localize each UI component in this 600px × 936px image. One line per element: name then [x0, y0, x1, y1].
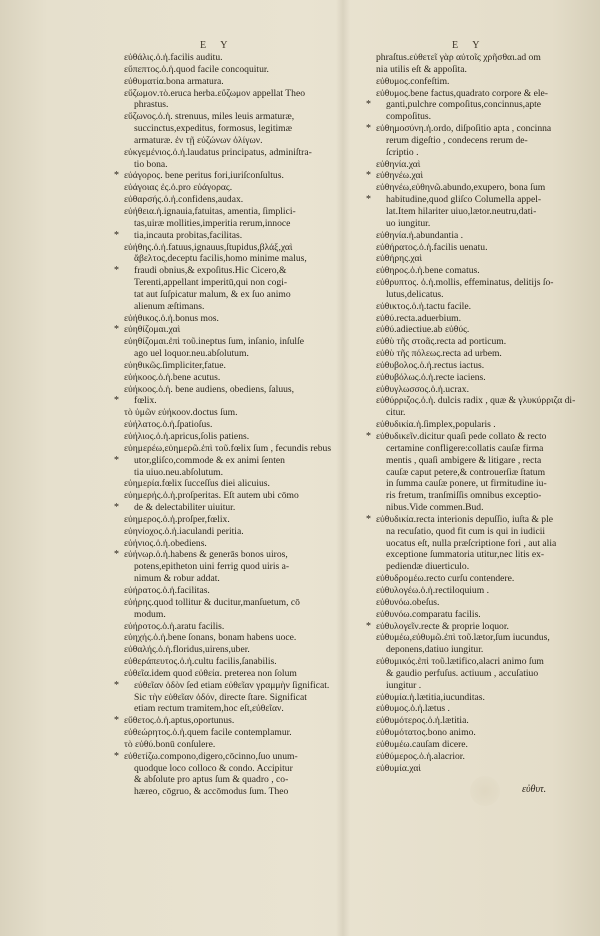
entry-text: εὐθύρριζος.ὁ.ἡ. dulcis radix , quæ & γλυκύρριζα di-: [376, 395, 576, 407]
entry-text: succinctus,expeditus, formosus, legitimæ: [134, 123, 293, 135]
dictionary-line: [124, 372, 339, 384]
entry-text: εὐθυγλωσσος.ὁ.ἡ.ucrax.: [376, 383, 469, 395]
entry-text: tas,uiræ mollities,imperitia rerum,innoce: [134, 217, 291, 229]
dictionary-line: [124, 431, 339, 443]
dictionary-line: [124, 597, 339, 609]
entry-text: εὐκγεμένιος.ὁ.ἡ.laudatus principatus, adminiſtra-: [124, 146, 312, 158]
dictionary-line: [376, 313, 586, 325]
entry-text: εὐήλιος.ὁ.ἡ.apricus,ſolis patiens.: [124, 431, 250, 442]
dictionary-line: [114, 454, 339, 467]
dictionary-line: [376, 230, 586, 242]
entry-text: εὐθὺ τῆς στοᾶς.recta ad porticum.: [376, 336, 507, 348]
entry-text: εὐθυδικία.ἡ.ſimplex,popularis .: [376, 419, 496, 431]
entry-text: εὔζωμον.τὸ.eruca herba.εὔζωμον appellat Theo: [124, 87, 306, 99]
entry-text: εὐθημοσύνη.ἡ.ordo, diſpoſitio apta , concinna: [376, 123, 552, 135]
entry-text: in ſumma cauſæ ponere, ut firmitudine iu-: [386, 478, 547, 490]
dictionary-line: [376, 478, 586, 490]
dictionary-line: [124, 514, 339, 526]
margin-asterisk: *: [114, 395, 119, 407]
dictionary-line: [124, 692, 339, 704]
entry-text: εὐθικτος.ὁ.ἡ.tactu facile.: [376, 300, 471, 312]
entry-text: Sic τὴν εὐθεῖαν ὁδόν, directe ſtare. Significat: [134, 691, 307, 703]
dictionary-line: [366, 170, 586, 182]
dictionary-line: [376, 668, 586, 680]
entry-text: εὐηθίζομαι.ἐπὶ τοῦ.ineptus ſum, inſanio, inſulſe: [124, 336, 304, 348]
entry-text: εὐημερέω,εὐημερῶ.ἐπὶ τοῦ.fœlix ſum , fecundis rebus: [124, 442, 332, 454]
entry-text: εὐημερής.ὁ.ἡ.proſperitas. Eſt autem ubi cōmo: [124, 490, 299, 502]
dictionary-line: [124, 419, 339, 431]
entry-text: εὐηθικῶς.ſimpliciter,fatue.: [124, 359, 226, 371]
entry-text: modum.: [134, 608, 166, 620]
entry-text: na recuſatio, quod fit cum is qui in iudicii: [386, 525, 546, 537]
entry-text: τὸ ὑμῶν εὐήκοον.doctus ſum.: [124, 407, 238, 419]
entry-text: ſcriptio .: [386, 146, 419, 158]
dictionary-line: [376, 549, 586, 561]
dictionary-line: [376, 585, 586, 597]
entry-text: εὐθυβόλως.ὁ.ἡ.recte iaciens.: [376, 371, 486, 383]
entry-text: εὐθύ.adiectiue.ab εὐθύς.: [376, 324, 470, 336]
dictionary-line: [124, 763, 339, 775]
dictionary-line: [124, 242, 339, 254]
margin-asterisk: *: [114, 502, 119, 514]
dictionary-line: [376, 348, 586, 360]
dictionary-line: [376, 384, 586, 396]
entry-text: potens,epitheton uini ferrig quod uiris a-: [134, 561, 290, 573]
margin-asterisk: *: [114, 715, 119, 727]
dictionary-line: [114, 170, 339, 182]
margin-asterisk: *: [114, 265, 119, 277]
dictionary-line: [376, 490, 586, 502]
dictionary-line: [376, 372, 586, 384]
margin-asterisk: *: [114, 229, 119, 241]
entry-text: εὐημερος.ὁ.ἡ.proſper,fœlix.: [124, 513, 230, 525]
entry-text: εὐθυμία.ἡ.lætitia,iucunditas.: [376, 691, 485, 703]
entry-text: tia,incauta probitas,facilitas.: [134, 229, 243, 241]
left-column: [114, 52, 339, 798]
margin-asterisk: *: [114, 679, 119, 691]
dictionary-line: [124, 668, 339, 680]
margin-asterisk: *: [366, 620, 371, 632]
dictionary-line: [124, 194, 339, 206]
margin-asterisk: *: [114, 170, 119, 182]
dictionary-line: [114, 750, 339, 763]
entry-text: εὔπεπτος.ὁ.ἡ.quod facile concoquitur.: [124, 63, 269, 75]
entry-text: εὐθρυπτος. ὁ.ἡ.mollis, effeminatus, delitijs ſo-: [376, 277, 554, 289]
entry-text: de & delectabiliter uiuitur.: [134, 502, 236, 514]
dictionary-line: [376, 52, 586, 64]
entry-text: armaturæ. ἐν τῇ εὐζώνων ὀλίγων.: [134, 134, 263, 146]
dictionary-line: [376, 561, 586, 573]
dictionary-line: [124, 182, 339, 194]
entry-text: tio bona.: [134, 158, 168, 170]
margin-asterisk: *: [366, 194, 371, 206]
dictionary-line: [376, 111, 586, 123]
margin-asterisk: *: [366, 431, 371, 442]
dictionary-line: [376, 680, 586, 692]
entry-text: εὐάγορος. bene peritus fori,iuriſconſultus.: [124, 170, 284, 182]
dictionary-line: [114, 502, 339, 514]
dictionary-line: [124, 159, 339, 171]
entry-text: εὐθεώρητος.ὁ.ἡ.quem facile contemplamur.: [124, 727, 292, 739]
entry-text: εὐθάλις.ὁ.ἡ.facilis auditu.: [124, 52, 223, 63]
dictionary-line: [376, 289, 586, 301]
entry-text: εὐθυδικία.recta interionis depuſſio, iuſta & ple: [376, 513, 554, 525]
entry-text: tia uiuo.neu.abſolutum.: [134, 466, 223, 478]
dictionary-line: [376, 632, 586, 644]
entry-text: εὐθήρατος.ὁ.ἡ.facilis uenatu.: [376, 241, 488, 253]
dictionary-line: [124, 490, 339, 502]
dictionary-line: [376, 656, 586, 668]
entry-text: εὐθυνόω.obeſus.: [376, 596, 440, 608]
dictionary-line: [124, 111, 339, 123]
entry-text: εὐθυλογεῖν.recte & proprie loquor.: [376, 620, 509, 632]
entry-text: εὐθυμέω.cauſam dicere.: [376, 738, 468, 750]
dictionary-line: [376, 301, 586, 313]
entry-text: εὐηνίοχος.ὁ.ἡ.iaculandi peritia.: [124, 525, 244, 537]
entry-text: εὔθετος.ὁ.ἡ.aptus,oportunus.: [124, 715, 235, 727]
dictionary-line: [124, 52, 339, 64]
dictionary-line: [376, 324, 586, 336]
dictionary-line: [366, 513, 586, 526]
entry-text: εὐήλατος.ὁ.ἡ.ſpatioſus.: [124, 419, 213, 431]
entry-text: fœlix.: [134, 395, 157, 407]
entry-text: pediendæ diuerticulo.: [386, 561, 470, 573]
dictionary-line: [376, 242, 586, 254]
dictionary-line: [124, 135, 339, 147]
dictionary-line: [124, 76, 339, 88]
dictionary-line: [114, 549, 339, 561]
dictionary-line: [376, 360, 586, 372]
dictionary-line: [124, 526, 339, 538]
dictionary-line: [376, 526, 586, 538]
dictionary-line: [376, 182, 586, 194]
entry-text: & gaudio perfuſus. actiuum , accuſatiuo: [386, 667, 539, 679]
dictionary-line: [366, 99, 586, 111]
entry-text: phrastus.: [134, 99, 169, 111]
dictionary-line: [124, 443, 339, 455]
dictionary-line: [376, 159, 586, 171]
entry-text: εὔζωνος.ὁ.ἡ. strenuus, miles leuis armaturæ,: [124, 111, 295, 123]
dictionary-line: [124, 289, 339, 301]
running-head-left: E Y: [200, 40, 234, 51]
dictionary-line: [114, 679, 339, 692]
entry-text: nia utilis eſt & appoſita.: [376, 63, 467, 75]
entry-text: ris fretum, tranſmiſſis omnibus exceptio-: [386, 490, 542, 502]
entry-text: ganti,pulchre compoſitus,concinnus,apte: [386, 99, 542, 111]
dictionary-line: [124, 64, 339, 76]
dictionary-line: [124, 348, 339, 360]
right-column: [366, 52, 586, 774]
entry-text: εὐθυμία.χαὶ: [376, 762, 421, 774]
entry-text: εὐθαλής.ὁ.ἡ.floridus,uirens,uber.: [124, 644, 250, 656]
entry-text: εὐθεῖαν ὁδὸν ſed etiam εὐθεῖαν γραμμὴν ſignificat.: [134, 679, 330, 691]
dictionary-line: [376, 64, 586, 76]
dictionary-line: [124, 407, 339, 419]
entry-text: εὐθηνία.ἡ.abundantia .: [376, 229, 464, 241]
dictionary-line: [124, 644, 339, 656]
dictionary-line: [376, 265, 586, 277]
dictionary-line: [376, 443, 586, 455]
dictionary-line: [124, 467, 339, 479]
dictionary-line: [124, 703, 339, 715]
dictionary-line: [376, 419, 586, 431]
dictionary-line: [114, 324, 339, 336]
entry-text: ago uel loquor.neu.abſolutum.: [134, 348, 249, 360]
dictionary-line: [124, 253, 339, 265]
entry-text: εὐθυμος.ὁ.ἡ.lætus .: [376, 703, 450, 715]
entry-text: εὐθυμέω,εὐθυμῶ.ἐπὶ τοῦ.lætor,ſum iucundus,: [376, 632, 550, 644]
entry-text: εὐθηνέω.χαὶ: [376, 170, 424, 182]
entry-text: certamine confligere:collatis cauſæ firma: [386, 442, 544, 454]
dictionary-line: [376, 395, 586, 407]
dictionary-line: [376, 502, 586, 514]
dictionary-line: [124, 609, 339, 621]
entry-text: deponens,datiuo iungitur.: [386, 644, 484, 656]
dictionary-line: [114, 229, 339, 242]
dictionary-line: [124, 561, 339, 573]
entry-text: εὐημερία.fœlix ſucceſſus diei alicuius.: [124, 478, 270, 490]
entry-text: habitudine,quod gliſco Columella appel-: [386, 194, 542, 206]
entry-text: εὐήροτος.ὁ.ἡ.aratu facilis.: [124, 620, 225, 632]
dictionary-line: [376, 692, 586, 704]
entry-text: εὐθὺ τῆς πόλεως.recta ad urbem.: [376, 348, 502, 360]
entry-text: uocatus eſt, nulla præſcriptione fori , aut alia: [386, 537, 557, 549]
dictionary-line: [376, 218, 586, 230]
dictionary-line: [366, 620, 586, 633]
entry-text: εὐθύμερος.ὁ.ἡ.alacrior.: [376, 750, 465, 762]
dictionary-line: [376, 573, 586, 585]
dictionary-line: [114, 395, 339, 407]
dictionary-line: [376, 727, 586, 739]
margin-asterisk: *: [366, 99, 371, 111]
dictionary-line: [124, 277, 339, 289]
entry-text: utor,gliſco,commode & ex animi ſenten: [134, 454, 285, 466]
entry-text: εὐθεῖα.idem quod εὐθεία. preterea non ſolum: [124, 667, 297, 679]
dictionary-line: [124, 739, 339, 751]
entry-text: εὐθεράπευτος.ὁ.ἡ.cultu facilis,ſanabilis.: [124, 656, 277, 668]
entry-text: εὐήρης.quod tollitur & ducitur,manſuetum, cō: [124, 596, 300, 608]
dictionary-line: [376, 135, 586, 147]
entry-text: εὐήκοος.ὁ.ἡ. bene audiens, obediens, ſaluus,: [124, 383, 295, 395]
entry-text: εὐθηρος.ὁ.ἡ.bene comatus.: [376, 265, 480, 277]
entry-text: εὐθετίζω.compono,digero,cōcinno,ſuo unum-: [124, 750, 298, 762]
entry-text: εὐηχής.ὁ.ἡ.bene ſonans, bonam habens uoce.: [124, 632, 297, 644]
entry-text: εὐθυμότατος.bono animo.: [376, 727, 476, 739]
entry-text: εὐάγοιας ἐς.ὁ.pro εὐάγορας.: [124, 182, 233, 194]
entry-text: εὐθαρσής.ὁ.ἡ.confidens,audax.: [124, 194, 244, 206]
dictionary-line: [124, 384, 339, 396]
dictionary-line: [124, 301, 339, 313]
entry-text: εὐηθίζομαι.χαὶ: [124, 324, 181, 336]
dictionary-line: [376, 88, 586, 100]
dictionary-line: [124, 360, 339, 372]
dictionary-line: [376, 538, 586, 550]
entry-text: εὐθήρης.χαὶ: [376, 253, 423, 265]
entry-text: iungitur .: [386, 679, 422, 691]
entry-text: etiam rectum tramitem,hoc eſt,εὐθεῖαν.: [134, 703, 284, 715]
entry-text: εὐθύ.recta.aduerbium.: [376, 312, 461, 324]
dictionary-line: [366, 123, 586, 135]
dictionary-line: [376, 147, 586, 159]
entry-text: τὸ εὐθύ.bonū conſulere.: [124, 738, 216, 750]
dictionary-line: [376, 253, 586, 265]
dictionary-line: [376, 467, 586, 479]
entry-text: uo iungitur.: [386, 217, 431, 229]
dictionary-line: [124, 656, 339, 668]
entry-text: εὐήθης.ὁ.ἡ.fatuus,ignauus,ſtupidus,βλάξ,χαὶ: [124, 241, 293, 253]
dictionary-line: [124, 727, 339, 739]
margin-asterisk: *: [114, 324, 119, 336]
entry-text: εὐθυλογέω.ὁ.ἡ.rectiloquium .: [376, 584, 489, 596]
dictionary-line: [124, 621, 339, 633]
margin-asterisk: *: [366, 513, 371, 525]
entry-text: εὐήρατος.ὁ.ἡ.facilitas.: [124, 584, 210, 596]
paper-stain: [470, 776, 500, 806]
entry-text: citur.: [386, 407, 406, 419]
dictionary-line: [124, 478, 339, 490]
dictionary-line: [376, 715, 586, 727]
dictionary-line: [124, 774, 339, 786]
entry-text: alienum æſtimans.: [134, 300, 205, 312]
entry-text: cauſæ caput petere,& controuerſiæ ſtatum: [386, 466, 546, 478]
entry-text: nibus.Vide commen.Bud.: [386, 502, 484, 514]
dictionary-line: [124, 88, 339, 100]
dictionary-line: [376, 206, 586, 218]
margin-asterisk: *: [114, 549, 119, 561]
dictionary-line: [376, 609, 586, 621]
entry-text: εὐήθικος.ὁ.ἡ.bonus mos.: [124, 312, 219, 324]
entry-text: εὐθυβολος.ὁ.ἡ.rectus iactus.: [376, 359, 485, 371]
dictionary-line: [376, 407, 586, 419]
entry-text: εὐήνιος.ὁ.ἡ.obediens.: [124, 537, 207, 549]
entry-text: εὐθυματία.bona armatura.: [124, 75, 224, 87]
entry-text: & abſolute pro aptus ſum & quadro , co-: [134, 774, 289, 786]
entry-text: nimum & robur addat.: [134, 573, 220, 585]
dictionary-line: [124, 573, 339, 585]
entry-text: εὐθυδρομέω.recto curſu contendere.: [376, 573, 515, 585]
dictionary-line: [376, 277, 586, 289]
entry-text: tat aut ſuſpicatur malum, & ex ſuo animo: [134, 288, 291, 300]
entry-text: εὐθυμικός.ἐπὶ τοῦ.lætifico,alacri animo ſum: [376, 656, 544, 668]
dictionary-line: [376, 644, 586, 656]
dictionary-line: [114, 265, 339, 277]
dictionary-line: [124, 585, 339, 597]
entry-text: quodque loco colloco & condo. Accipitur: [134, 762, 293, 774]
dictionary-line: [376, 455, 586, 467]
entry-text: Terenti,appellant imperitū,qui non cogi-: [134, 277, 288, 289]
entry-text: rerum digeſtio , condecens rerum de-: [386, 134, 528, 146]
dictionary-line: [124, 123, 339, 135]
entry-text: phraſtus.εὐθετεῖ γὰρ αὐτοῖς χρῆσθαι.ad om: [376, 52, 541, 63]
dictionary-line: [376, 336, 586, 348]
entry-text: εὐθυνόω.comparatu facilis.: [376, 608, 481, 620]
dictionary-line: [124, 99, 339, 111]
entry-text: ἄβελτος,deceptu facilis,homo minime malus,: [134, 253, 307, 265]
entry-text: lutus,delicatus.: [386, 288, 444, 300]
dictionary-line: [376, 763, 586, 775]
dictionary-line: [114, 715, 339, 727]
dictionary-line: [124, 313, 339, 325]
entry-text: fraudi obnius,& expoſitus.Hic Cicero,&: [134, 265, 287, 277]
entry-text: lat.Item hilariter uiuo,lætor.neutru,dati-: [386, 205, 537, 217]
dictionary-line: [376, 76, 586, 88]
catchword: εὐθυτ.: [522, 784, 547, 795]
margin-asterisk: *: [114, 750, 119, 762]
margin-asterisk: *: [114, 454, 119, 466]
margin-asterisk: *: [366, 123, 371, 135]
dictionary-line: [124, 786, 339, 798]
dictionary-line: [376, 751, 586, 763]
entry-text: εὐθυμος.confeſtim.: [376, 75, 450, 87]
entry-text: εὐθυδικεῖν.dicitur quaſi pede collato & recto: [376, 431, 547, 442]
dictionary-line: [366, 431, 586, 443]
margin-asterisk: *: [366, 170, 371, 182]
dictionary-line: [124, 147, 339, 159]
dictionary-line: [376, 703, 586, 715]
entry-text: εὐήθεια.ἡ.ignauia,fatuitas, amentia, ſimplici-: [124, 205, 296, 217]
entry-text: exceptione ſummatoria utitur,nec litis ex-: [386, 549, 545, 561]
dictionary-line: [376, 597, 586, 609]
entry-text: compoſitus.: [386, 111, 432, 123]
entry-text: εὐθηνέω,εὐθηνῶ.abundo,exupero, bona ſum: [376, 182, 546, 194]
dictionary-line: [366, 194, 586, 206]
entry-text: εὐθυμος.bene factus,quadrato corpore & ele-: [376, 87, 548, 99]
entry-text: hæreo, cōgruo, & accōmodus ſum. Theo: [134, 786, 289, 798]
entry-text: mentis , quaſi ambigere & litigare , recta: [386, 454, 542, 466]
dictionary-line: [124, 538, 339, 550]
entry-text: εὐήκοος.ὁ.ἡ.bene acutus.: [124, 371, 221, 383]
entry-text: εὐθυμότερος.ὁ.ἡ.lætitia.: [376, 715, 469, 727]
dictionary-line: [124, 206, 339, 218]
dictionary-line: [124, 218, 339, 230]
entry-text: εὐήνωρ.ὁ.ἡ.habens & generās bonos uiros,: [124, 549, 288, 561]
dictionary-line: [376, 739, 586, 751]
entry-text: εὐθηνία.χαὶ: [376, 158, 421, 170]
running-head-right: E Y: [452, 40, 486, 51]
dictionary-line: [124, 632, 339, 644]
dictionary-line: [124, 336, 339, 348]
